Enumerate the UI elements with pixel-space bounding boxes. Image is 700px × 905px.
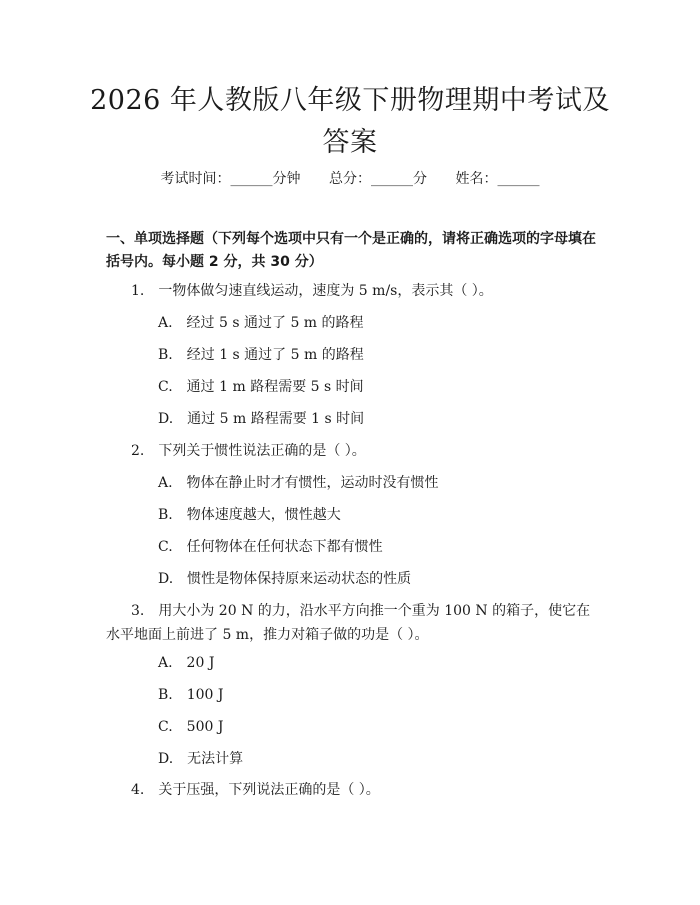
question-1-option-a: A. 经过 5 s 通过了 5 m 的路程 [158, 315, 364, 331]
question-1-option-d: D. 通过 5 m 路程需要 1 s 时间 [158, 411, 365, 427]
question-2-option-c: C. 任何物体在任何状态下都有惯性 [158, 539, 383, 555]
question-3-option-b: B. 100 J [158, 687, 224, 703]
exam-info-line [0, 168, 700, 188]
document-title: 2026 年人教版八年级下册物理期中考试及答案 [90, 85, 610, 158]
question-2-stem: 2. 下列关于惯性说法正确的是（ ）。 [131, 443, 366, 459]
exam-time-field: 考试时间：______分钟 [160, 171, 301, 187]
section-heading: 一、单项选择题（下列每个选项中只有一个是正确的，请将正确选项的字母填在括号内。每小题 2 分，共 30 分） [106, 231, 596, 270]
question-3-option-a: A. 20 J [158, 655, 215, 671]
student-name-field: 姓名：______ [455, 171, 540, 187]
question-2-option-b: B. 物体速度越大，惯性越大 [158, 507, 341, 523]
question-1-option-c: C. 通过 1 m 路程需要 5 s 时间 [158, 379, 364, 395]
question-4-stem: 4. 关于压强，下列说法正确的是（ ）。 [131, 782, 380, 798]
question-3-option-c: C. 500 J [158, 719, 224, 735]
question-1-option-b: B. 经过 1 s 通过了 5 m 的路程 [158, 347, 364, 363]
question-2-option-a: A. 物体在静止时才有惯性，运动时没有惯性 [158, 475, 439, 491]
question-3-stem: 3. 用大小为 20 N 的力，沿水平方向推一个重为 100 N 的箱子，使它在水平地面上前进了 5 m，推力对箱子做的功是（ ）。 [106, 603, 591, 643]
question-3-option-d: D. 无法计算 [158, 751, 244, 767]
total-score-field: 总分：______分 [329, 171, 427, 187]
question-1-stem: 1. 一物体做匀速直线运动，速度为 5 m/s，表示其（ ）。 [131, 283, 493, 299]
question-2-option-d: D. 惯性是物体保持原来运动状态的性质 [158, 571, 412, 587]
